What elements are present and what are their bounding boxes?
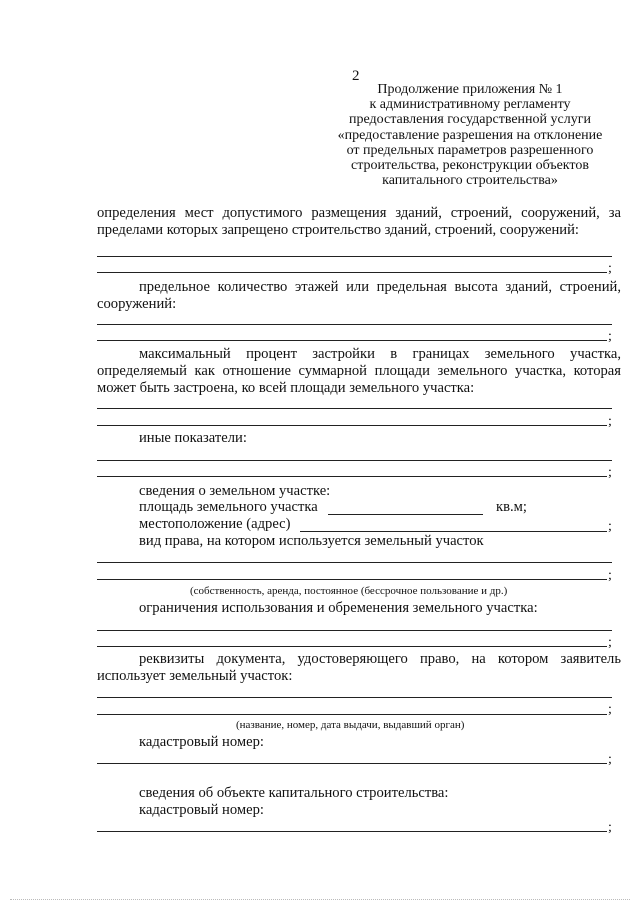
line-semicolon: ;: [608, 702, 612, 717]
doc-details-text: [97, 651, 621, 685]
fill-line[interactable]: [97, 460, 612, 461]
doc-hint: (название, номер, дата выдачи, выдавший орган): [236, 719, 465, 731]
right-type-label: вид права, на котором используется земельный участок: [139, 533, 484, 549]
header-line: капитального строительства»: [382, 173, 558, 189]
scan-edge-line: [10, 899, 630, 900]
fill-line[interactable]: [97, 831, 607, 832]
line-semicolon: ;: [608, 752, 612, 767]
floors-text: [97, 279, 621, 313]
fill-line[interactable]: [97, 579, 607, 580]
line-semicolon: ;: [608, 414, 612, 429]
cadastral-land-label: кадастровый номер:: [139, 734, 264, 750]
fill-line[interactable]: [97, 646, 607, 647]
fill-line[interactable]: [97, 340, 607, 341]
fill-line[interactable]: [97, 630, 612, 631]
right-hint: (собственность, аренда, постоянное (бессрочное пользование и др.): [190, 585, 508, 597]
fill-line[interactable]: [97, 408, 612, 409]
line-semicolon: ;: [608, 568, 612, 583]
fill-line[interactable]: [97, 324, 612, 325]
line-semicolon: ;: [608, 261, 612, 276]
fill-line[interactable]: [97, 562, 612, 563]
line-semicolon: ;: [608, 519, 612, 534]
fill-line[interactable]: [97, 476, 607, 477]
line-semicolon: ;: [608, 820, 612, 835]
object-info-label: сведения об объекте капитального строительства:: [139, 785, 449, 801]
line-semicolon: ;: [608, 465, 612, 480]
restrictions-label: ограничения использования и обременения земельного участка:: [139, 600, 538, 616]
header-line: Продолжение приложения № 1: [377, 82, 563, 97]
header-line: строительства, реконструкции объектов: [351, 158, 589, 174]
header-line: «предоставление разрешения на отклонение: [337, 127, 603, 143]
header-line: предоставления государственной услуги: [349, 112, 591, 128]
coverage-label: максимальный процент застройки в границах земельного участка, определяемый как отношение суммарной площади земельного участка, которая может быть застроена, ко всей площади земельного участка:: [97, 346, 621, 396]
placement-text: определения мест допустимого размещения зданий, строений, сооружений, за пределами которых запрещено строительство зданий, строений, сооружений:: [97, 205, 621, 238]
area-label: площадь земельного участка: [139, 499, 318, 515]
land-info-label: сведения о земельном участке:: [139, 483, 331, 499]
fill-line[interactable]: [97, 272, 607, 273]
header-line: к административному регламенту: [369, 97, 571, 113]
area-field[interactable]: [328, 514, 483, 515]
cadastral-object-label: кадастровый номер:: [139, 802, 264, 818]
area-unit: кв.м;: [496, 499, 527, 515]
doc-details-label: реквизиты документа, удостоверяющего право, на котором заявитель использует земельный участок:: [97, 651, 621, 684]
header-line: от предельных параметров разрешенного: [346, 142, 594, 158]
location-field[interactable]: [300, 531, 607, 532]
page-number: 2: [352, 68, 360, 84]
floors-label: предельное количество этажей или предельная высота зданий, строений, сооружений:: [97, 279, 621, 312]
fill-line[interactable]: [97, 256, 612, 257]
fill-line[interactable]: [97, 697, 612, 698]
fill-line[interactable]: [97, 425, 607, 426]
appendix-header: [320, 82, 620, 188]
line-semicolon: ;: [608, 635, 612, 650]
line-semicolon: ;: [608, 329, 612, 344]
coverage-text: [97, 346, 621, 397]
fill-line[interactable]: [97, 763, 607, 764]
other-label: иные показатели:: [139, 430, 247, 446]
fill-line[interactable]: [97, 714, 607, 715]
location-label: местоположение (адрес): [139, 516, 291, 532]
